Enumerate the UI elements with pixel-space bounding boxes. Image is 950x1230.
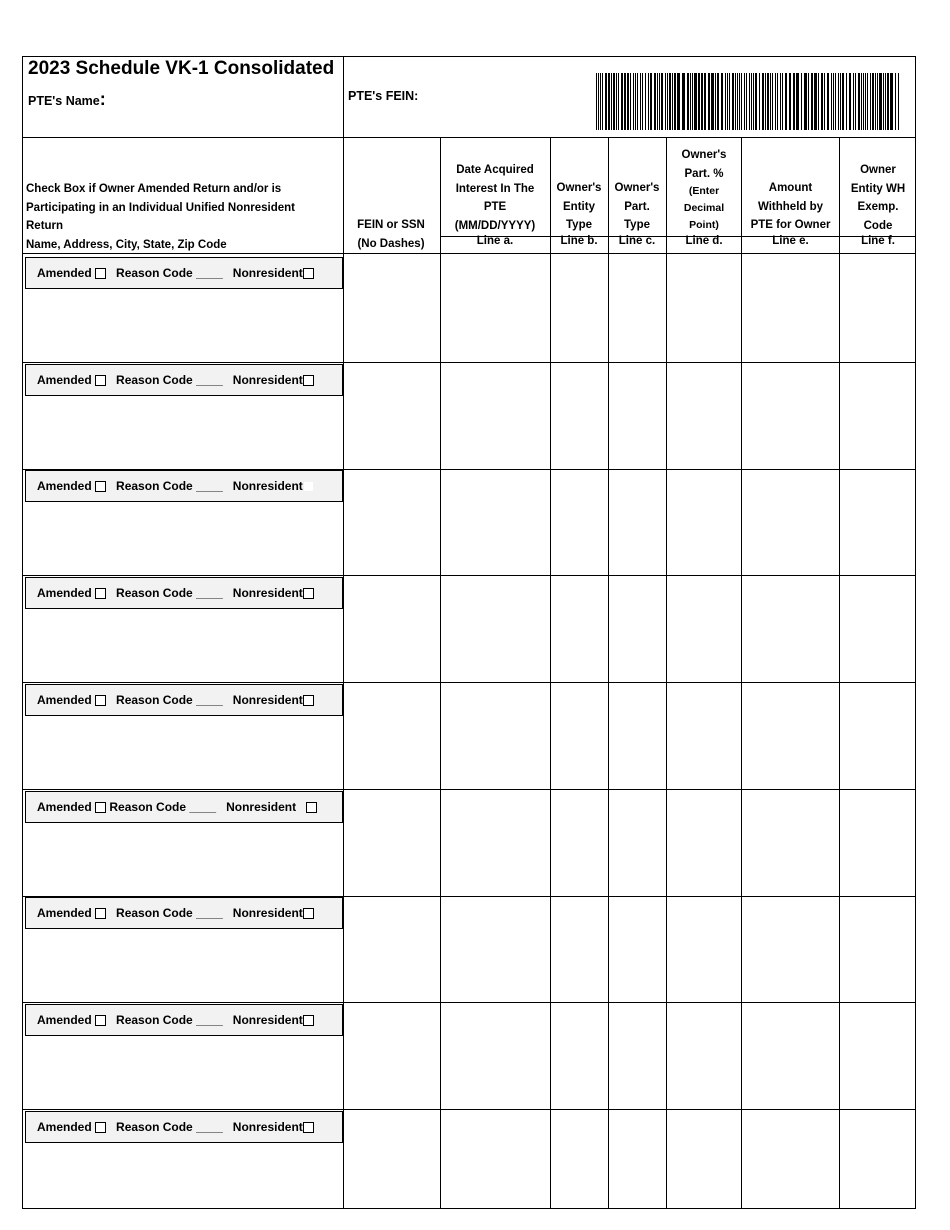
barcode-bar	[811, 73, 813, 130]
row-1-bottom-line	[23, 362, 915, 363]
col-line-4	[666, 137, 667, 1208]
barcode-bar	[872, 73, 874, 130]
pct-line2: Part. %	[684, 167, 724, 180]
barcode-bar	[772, 73, 773, 130]
barcode-bar	[739, 73, 740, 130]
divider-column-header-bottom	[23, 253, 915, 254]
nonresident-label: Nonresident	[232, 1120, 303, 1134]
barcode-bar	[605, 73, 607, 130]
line-label-a: Line a.	[476, 235, 514, 247]
row-4-bottom-line	[23, 682, 915, 683]
barcode-bar	[708, 73, 710, 130]
col-line-1	[440, 137, 441, 1208]
barcode-bar	[737, 73, 738, 130]
amended-label: Amended	[37, 1013, 92, 1027]
nonresident-label: Nonresident	[232, 693, 303, 707]
barcode-bar	[840, 73, 841, 130]
exemp-line3: Exemp.	[857, 201, 899, 213]
barcode-bar	[729, 73, 730, 130]
pte-name-label	[28, 89, 106, 110]
col-header-owner-info	[26, 180, 341, 254]
row-1-options	[37, 266, 314, 280]
owner-row-7-checkstrip	[25, 897, 343, 929]
barcode-bar	[855, 73, 856, 130]
nonresident-checkbox[interactable]	[306, 802, 317, 813]
pct-line5: Point)	[689, 219, 719, 231]
barcode-bar	[808, 73, 809, 130]
reason-code-label: Reason Code ____	[116, 906, 223, 920]
reason-code-label: Reason Code ____	[116, 479, 223, 493]
barcode-bar	[627, 73, 629, 130]
barcode-bar	[600, 73, 601, 130]
row-8-bottom-line	[23, 1109, 915, 1110]
date-line1: Date Acquired	[456, 164, 534, 176]
barcode-bar	[674, 73, 676, 130]
amended-checkbox[interactable]	[95, 1122, 106, 1133]
barcode-bar	[661, 73, 663, 130]
entity-line2: Entity	[563, 200, 595, 213]
barcode-bar	[618, 73, 619, 130]
reason-code-label: Reason Code ____	[116, 586, 223, 600]
col-header-date-acquired	[440, 161, 550, 235]
amended-label: Amended	[37, 266, 92, 280]
barcode-bar	[801, 73, 802, 130]
barcode-bar	[831, 73, 832, 130]
schedule-form	[22, 56, 916, 1209]
barcode-bar	[895, 73, 896, 130]
barcode-bar	[654, 73, 656, 130]
col-line-3	[608, 137, 609, 1208]
barcode-bar	[898, 73, 899, 130]
nonresident-label: Nonresident	[232, 1013, 303, 1027]
part-type-line3: Type	[624, 219, 650, 231]
col-header-fein	[343, 216, 439, 253]
barcode-bar	[861, 73, 862, 130]
pct-line4: Decimal	[683, 202, 725, 214]
barcode-bar	[741, 73, 742, 130]
amended-label: Amended	[37, 693, 92, 707]
owner-row-8-checkstrip	[25, 1004, 343, 1036]
owner-row-1-checkstrip	[25, 257, 343, 289]
barcode-bar	[777, 73, 778, 130]
pte-fein-label: PTE's FEIN:	[348, 89, 419, 103]
barcode-bar	[746, 73, 747, 130]
barcode-bar	[630, 73, 631, 130]
pte-name-colon: :	[99, 89, 106, 109]
divider-header-bottom	[23, 137, 915, 138]
barcode-bar	[863, 73, 864, 130]
barcode-bar	[744, 73, 745, 130]
barcode-bar	[842, 73, 844, 130]
barcode-bar	[725, 73, 726, 130]
barcode-bar	[755, 73, 757, 130]
amended-label: Amended	[37, 906, 92, 920]
barcode-bar	[835, 73, 836, 130]
barcode-bar	[611, 73, 612, 130]
nonresident-label: Nonresident	[232, 479, 303, 493]
barcode-bar	[890, 73, 893, 130]
barcode-bar	[637, 73, 638, 130]
barcode-bar	[870, 73, 871, 130]
col-header-part-pct	[667, 146, 741, 234]
barcode-bar	[887, 73, 889, 130]
nonresident-label: Nonresident	[232, 586, 303, 600]
barcode-bar	[711, 73, 714, 130]
barcode-bar	[749, 73, 750, 130]
barcode-bar	[753, 73, 754, 130]
barcode-bar	[767, 73, 769, 130]
reason-code-label: Reason Code ____	[116, 693, 223, 707]
barcode-bar	[838, 73, 839, 130]
row-2-options	[37, 373, 314, 387]
barcode-bar	[827, 73, 829, 130]
nonresident-checkbox[interactable]	[303, 375, 314, 386]
barcode-bar	[821, 73, 823, 130]
nonresident-label: Nonresident	[226, 800, 297, 814]
owner-info-line3: Return	[26, 220, 64, 232]
col-line-2	[550, 137, 551, 1208]
date-line3: PTE	[483, 201, 507, 213]
col-header-exemption	[840, 161, 916, 235]
barcode-bar	[775, 73, 776, 130]
barcode-bar	[865, 73, 866, 130]
row-4-options	[37, 586, 314, 600]
line-label-c: Line c.	[618, 235, 656, 247]
barcode-bar	[665, 73, 666, 130]
barcode-bar	[759, 73, 760, 130]
barcode-bar	[602, 73, 603, 130]
barcode-bar	[682, 73, 685, 130]
barcode-bar	[885, 73, 886, 130]
reason-code-label: Reason Code ____	[116, 373, 223, 387]
nonresident-checkbox[interactable]	[303, 695, 314, 706]
entity-line1: Owner's	[556, 182, 602, 194]
reason-code-label: Reason Code ____	[116, 266, 223, 280]
barcode-bar	[613, 73, 615, 130]
barcode-bar	[635, 73, 636, 130]
pct-line1: Owner's	[681, 149, 727, 161]
nonresident-checkbox[interactable]	[303, 908, 314, 919]
barcode-bar	[727, 73, 728, 130]
col-header-amount-withheld	[741, 179, 840, 235]
owner-row-2-checkstrip	[25, 364, 343, 396]
barcode-image	[596, 73, 899, 130]
amended-label: Amended	[37, 479, 92, 493]
row-3-options	[37, 479, 314, 493]
nonresident-checkbox[interactable]	[303, 588, 314, 599]
amended-checkbox[interactable]	[95, 695, 106, 706]
exemp-line1: Owner	[860, 164, 896, 176]
barcode-bar	[648, 73, 649, 130]
barcode-bar	[701, 73, 703, 130]
barcode-bar	[672, 73, 673, 130]
barcode-bar	[640, 73, 641, 130]
owner-info-line1: Check Box if Owner Amended Return and/or is	[26, 183, 282, 195]
barcode-bar	[833, 73, 834, 130]
barcode-bar	[690, 73, 691, 130]
barcode-bar	[650, 73, 652, 130]
barcode-bar	[765, 73, 766, 130]
amount-line2: Withheld by	[757, 200, 824, 213]
row-9-options	[37, 1120, 314, 1134]
barcode-bar	[677, 73, 680, 130]
barcode-bar	[735, 73, 736, 130]
amended-checkbox[interactable]	[95, 802, 106, 813]
pte-name-text: PTE's Name	[28, 94, 100, 108]
barcode-bar	[877, 73, 878, 130]
barcode-bar	[698, 73, 700, 130]
amended-checkbox[interactable]	[95, 908, 106, 919]
part-type-line1: Owner's	[614, 182, 660, 194]
barcode-bar	[692, 73, 693, 130]
barcode-bar	[875, 73, 876, 130]
barcode-bar	[657, 73, 658, 130]
barcode-bar	[715, 73, 716, 130]
barcode-bar	[621, 73, 623, 130]
fein-line2: (No Dashes)	[357, 237, 425, 250]
reason-code-label: Reason Code ____	[109, 800, 217, 814]
owner-row-9-checkstrip	[25, 1111, 343, 1143]
owner-row-6-checkstrip	[25, 791, 343, 823]
barcode-bar	[849, 73, 851, 130]
nonresident-checkbox[interactable]	[303, 1122, 314, 1133]
barcode-bar	[867, 73, 868, 130]
barcode-bar	[608, 73, 610, 130]
amended-label: Amended	[37, 373, 92, 387]
line-label-d: Line d.	[685, 235, 723, 247]
barcode-bar	[704, 73, 706, 130]
entity-line3: Type	[566, 219, 592, 231]
barcode-bar	[879, 73, 882, 130]
amended-label: Amended	[37, 1120, 92, 1134]
row-7-options	[37, 906, 314, 920]
fein-line1: FEIN or SSN	[357, 219, 425, 231]
barcode-bar	[751, 73, 752, 130]
barcode-bar	[883, 73, 884, 130]
row-3-bottom-line	[23, 575, 915, 576]
barcode-bar	[780, 73, 781, 130]
barcode-bar	[785, 73, 787, 130]
amended-checkbox[interactable]	[95, 481, 106, 492]
barcode-bar	[804, 73, 807, 130]
amended-checkbox[interactable]	[95, 268, 106, 279]
row-7-bottom-line	[23, 1002, 915, 1003]
barcode-bar	[669, 73, 671, 130]
barcode-bar	[694, 73, 697, 130]
row-6-options	[37, 800, 317, 814]
amended-checkbox[interactable]	[95, 1015, 106, 1026]
barcode-bar	[596, 73, 597, 130]
barcode-bar	[858, 73, 860, 130]
nonresident-checkbox[interactable]	[303, 1015, 314, 1026]
part-type-line2: Part.	[624, 200, 650, 213]
barcode-bar	[667, 73, 668, 130]
owner-row-3-checkstrip	[25, 470, 343, 502]
barcode-bar	[814, 73, 817, 130]
barcode-bar	[846, 73, 847, 130]
nonresident-checkbox[interactable]	[303, 481, 314, 492]
row-5-options	[37, 693, 314, 707]
nonresident-checkbox[interactable]	[303, 268, 314, 279]
barcode-bar	[796, 73, 799, 130]
barcode-bar	[659, 73, 660, 130]
line-label-e: Line e.	[772, 235, 809, 247]
exemp-line4: Code	[863, 219, 893, 232]
barcode-bar	[732, 73, 734, 130]
barcode-bar	[687, 73, 689, 130]
barcode-bar	[770, 73, 771, 130]
date-line2: Interest In The	[455, 182, 535, 195]
amended-checkbox[interactable]	[95, 588, 106, 599]
owner-info-line4: Name, Address, City, State, Zip Code	[26, 238, 227, 251]
barcode-bar	[762, 73, 764, 130]
amount-line1: Amount	[768, 182, 813, 194]
barcode-bar	[782, 73, 783, 130]
barcode-bar	[721, 73, 723, 130]
row-5-bottom-line	[23, 789, 915, 790]
barcode-bar	[633, 73, 634, 130]
owner-info-line2: Participating in an Individual Unified Nonresident	[26, 201, 295, 214]
col-header-part-type	[608, 179, 666, 235]
nonresident-label: Nonresident	[232, 906, 303, 920]
owner-row-5-checkstrip	[25, 684, 343, 716]
exemp-line2: Entity WH	[850, 182, 906, 195]
barcode-bar	[789, 73, 791, 130]
reason-code-label: Reason Code ____	[116, 1120, 223, 1134]
barcode-bar	[624, 73, 626, 130]
nonresident-label: Nonresident	[232, 266, 303, 280]
barcode-bar	[645, 73, 646, 130]
form-title: 2023 Schedule VK-1 Consolidated	[28, 58, 335, 79]
col-line-5	[741, 137, 742, 1208]
barcode-bar	[824, 73, 825, 130]
line-label-f: Line f.	[861, 235, 895, 247]
pct-line3: (Enter	[688, 185, 720, 197]
owner-row-4-checkstrip	[25, 577, 343, 609]
amended-label: Amended	[37, 586, 92, 600]
barcode-bar	[853, 73, 854, 130]
amended-checkbox[interactable]	[95, 375, 106, 386]
col-line-6	[839, 137, 840, 1208]
barcode-bar	[598, 73, 599, 130]
barcode-bar	[818, 73, 819, 130]
col-header-entity-type	[550, 179, 608, 235]
date-line4: (MM/DD/YYYY)	[454, 219, 536, 232]
barcode-bar	[717, 73, 719, 130]
barcode-bar	[793, 73, 795, 130]
line-label-b: Line b.	[560, 235, 598, 247]
barcode-bar	[616, 73, 617, 130]
nonresident-label: Nonresident	[232, 373, 303, 387]
amended-label: Amended	[37, 800, 92, 814]
row-8-options	[37, 1013, 314, 1027]
reason-code-label: Reason Code ____	[116, 1013, 223, 1027]
barcode-bar	[642, 73, 643, 130]
amount-line3: PTE for Owner	[750, 219, 831, 231]
